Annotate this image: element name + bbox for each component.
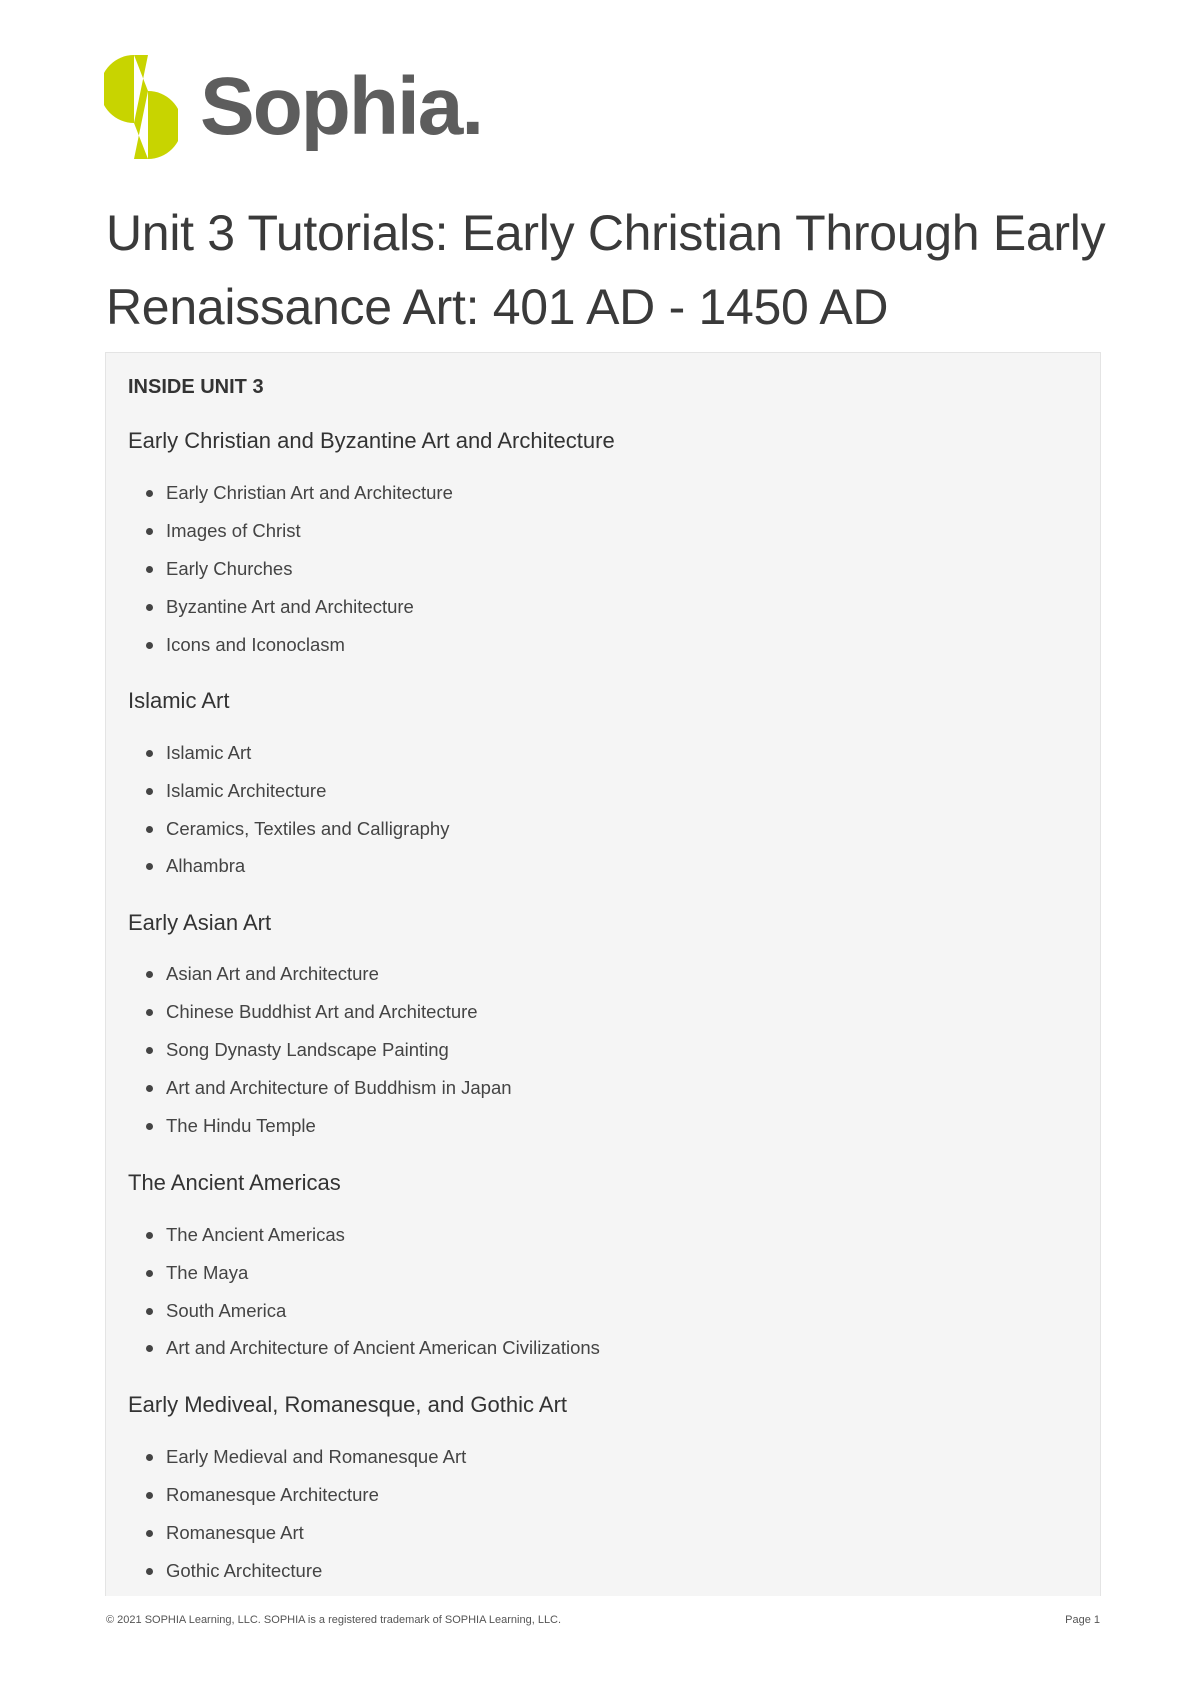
section-title: Early Asian Art <box>128 910 272 935</box>
bullet-icon <box>146 566 153 573</box>
list-item: Alhambra <box>146 855 245 877</box>
bullet-icon <box>146 788 153 795</box>
list-item: Art and Architecture of Ancient American Civilizations <box>146 1337 600 1359</box>
list-item: The Maya <box>146 1262 248 1284</box>
list-item: The Hindu Temple <box>146 1115 316 1137</box>
bullet-icon <box>146 1492 153 1499</box>
list-item: Early Churches <box>146 558 292 580</box>
bullet-icon <box>146 1568 153 1575</box>
list-item: Song Dynasty Landscape Painting <box>146 1039 449 1061</box>
inside-unit-label: INSIDE UNIT 3 <box>128 376 264 398</box>
bullet-icon <box>146 1232 153 1239</box>
list-item: Early Christian Art and Architecture <box>146 482 453 504</box>
list-item: Romanesque Art <box>146 1522 304 1544</box>
bullet-icon <box>146 863 153 870</box>
list-item: Asian Art and Architecture <box>146 963 379 985</box>
bullet-icon <box>146 528 153 535</box>
list-item: The Ancient Americas <box>146 1224 345 1246</box>
list-item: Chinese Buddhist Art and Architecture <box>146 1001 478 1023</box>
bullet-icon <box>146 1270 153 1277</box>
page-title: Unit 3 Tutorials: Early Christian Through Early Renaissance Art: 401 AD - 1450 AD <box>106 205 1106 335</box>
list-item: Early Medieval and Romanesque Art <box>146 1446 466 1468</box>
bullet-icon <box>146 490 153 497</box>
section-title: The Ancient Americas <box>128 1170 341 1195</box>
sophia-logo <box>104 55 482 159</box>
list-item: Romanesque Architecture <box>146 1484 379 1506</box>
bullet-icon <box>146 971 153 978</box>
sophia-logo-icon <box>104 55 178 159</box>
footer-copyright: © 2021 SOPHIA Learning, LLC. SOPHIA is a registered trademark of SOPHIA Learning, LLC. <box>106 1614 562 1626</box>
bullet-icon <box>146 1085 153 1092</box>
bullet-icon <box>146 826 153 833</box>
bullet-icon <box>146 1308 153 1315</box>
list-item: Islamic Art <box>146 742 251 764</box>
list-item: Byzantine Art and Architecture <box>146 596 414 618</box>
brand-name: Sophia. <box>200 61 483 152</box>
bullet-icon <box>146 1123 153 1130</box>
list-item: Images of Christ <box>146 520 301 542</box>
bullet-icon <box>146 1530 153 1537</box>
section-title: Early Christian and Byzantine Art and Architecture <box>128 428 615 453</box>
section-title: Islamic Art <box>128 688 230 713</box>
list-item: South America <box>146 1300 286 1322</box>
list-item: Gothic Architecture <box>146 1560 322 1582</box>
bullet-icon <box>146 1047 153 1054</box>
bullet-icon <box>146 750 153 757</box>
bullet-icon <box>146 604 153 611</box>
bullet-icon <box>146 1009 153 1016</box>
list-item: Ceramics, Textiles and Calligraphy <box>146 818 449 840</box>
list-item: Icons and Iconoclasm <box>146 634 345 656</box>
list-item: Islamic Architecture <box>146 780 326 802</box>
bullet-icon <box>146 642 153 649</box>
section-title: Early Mediveal, Romanesque, and Gothic Art <box>128 1392 568 1417</box>
bullet-icon <box>146 1345 153 1352</box>
bullet-icon <box>146 1454 153 1461</box>
footer-page-number: Page 1 <box>1065 1614 1100 1626</box>
list-item: Art and Architecture of Buddhism in Japan <box>146 1077 512 1099</box>
